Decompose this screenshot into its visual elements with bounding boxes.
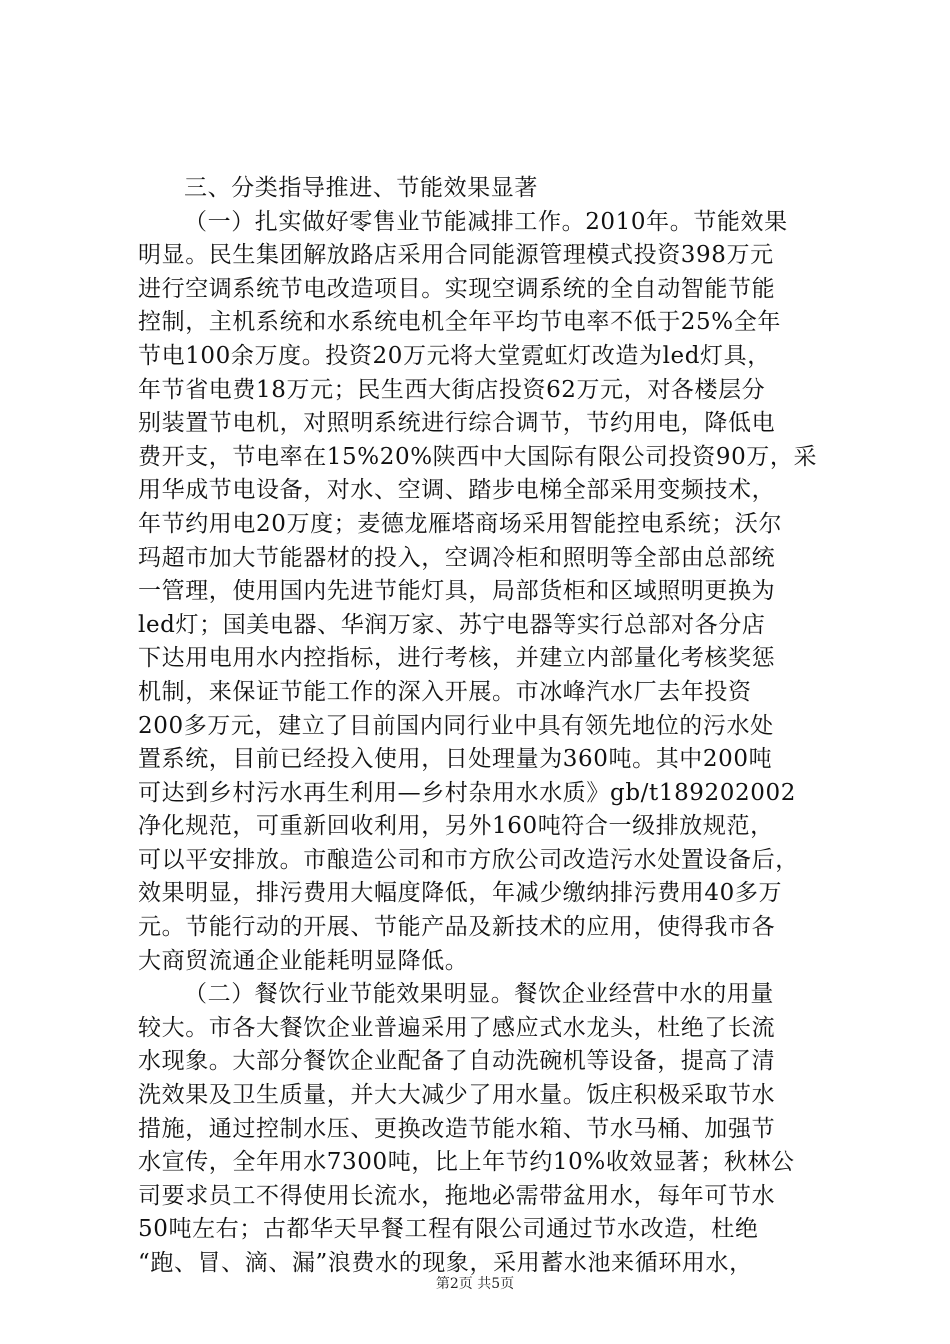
paragraph-text: （一）扎实做好零售业节能减排工作。2010年。节能效果 明显。民生集团解放路店采用合同能源管理模式投资398万元 进行空调系统节电改造项目。实现空调系统的全自动智能节能 控制，主机系统和水系统电机全年平均节电率不低于25%全年 节电100余万度。投资20万元将大堂霓虹灯改造为led灯具， 年节省电费18万元；民生西大街店投资62万元，对各楼层分 别装置节电机，对照明系统进行综合调节，节约用电，降低电 费开支，节电率在15%20%陕西中大国际有限公司投资90万，采 用华成节电设备，对水、空调、踏步电梯全部采用变频技术， 年节约用电20万度；麦德龙雁塔商场采用智能控电系统；沃尔 玛超市加大节能器材的投入，空调冷柜和照明等全部由总部统 一管理，使用国内先进节能灯具，局部货柜和区域照明更换为 led灯；国美电器、华润万家、苏宁电器等实行总部对各分店 下达用电用水内控指标，进行考核，并建立内部量化考核奖惩 机制，来保证节能工作的深入开展。市冰峰汽水厂去年投资 200多万元，建立了目前国内同行业中具有领先地位的污水处 置系统，目前已经投入使用，日处理量为360吨。其中200吨 可达到乡村污水再生利用—乡村杂用水水质》gb/t189202002 净化规范，可重新回收利用，另外160吨符合一级排放规范， 可以平安排放。市酿造公司和市方欣公司改造污水处置设备后， 效果明显，排污费用大幅度降低，年减少缴纳排污费用40多万 元。节能行动的开展、节能产品及新技术的应用，使得我市各 大商贸流通企业能耗明显降低。 [138, 208, 818, 974]
document-body [138, 172, 830, 1281]
paragraph-retail [138, 206, 830, 979]
paragraph-text: （二）餐饮行业节能效果明显。餐饮企业经营中水的用量 较大。市各大餐饮企业普遍采用了感应式水龙头，杜绝了长流 水现象。大部分餐饮企业配备了自动洗碗机等设备，提高了清 洗效果及卫生质量，并大大减少了用水量。饭庄积极采取节水 措施，通过控制水压、更换改造节能水箱、节水马桶、加强节 水宣传，全年用水7300吨，比上年节约10%收效显著；秋林公 司要求员工不得使用长流水，拖地必需带盆用水，每年可节水 50吨左右；古都华天早餐工程有限公司通过节水改造，杜绝 “跑、冒、滴、漏”浪费水的现象，采用蓄水池来循环用水， [138, 981, 795, 1276]
paragraph-catering [138, 978, 830, 1280]
page-footer: 第2页 共5页 [435, 1276, 515, 1292]
section-heading: 三、分类指导推进、节能效果显著 [184, 175, 538, 201]
